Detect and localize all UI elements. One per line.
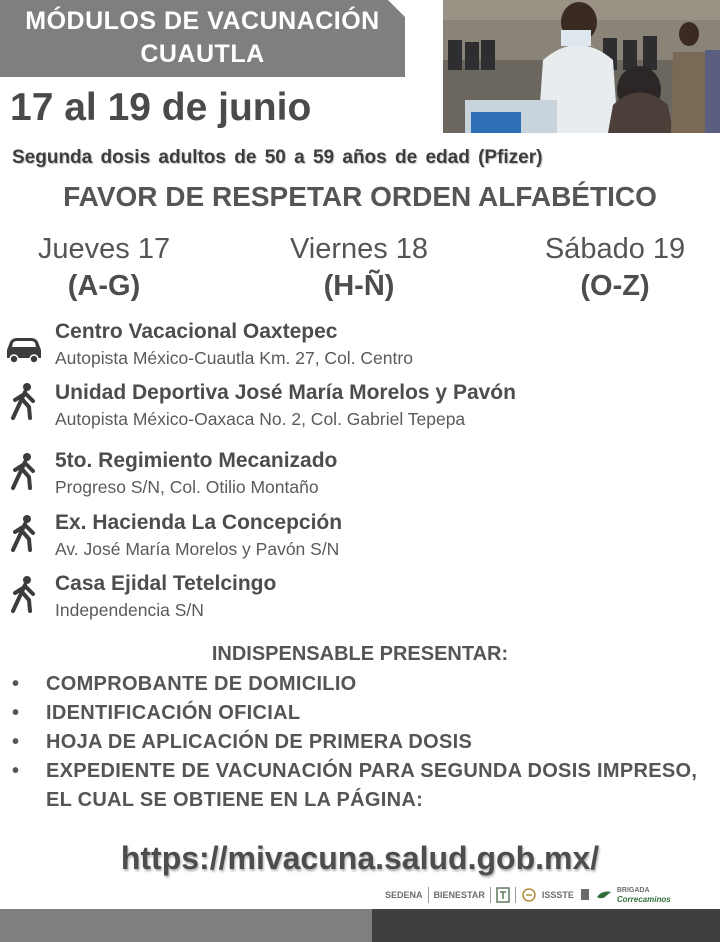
institution-logos [385, 883, 720, 907]
requirement-item [8, 670, 708, 699]
date-range-heading: 17 al 19 de junio [10, 86, 312, 129]
requirement-text: HOJA DE APLICACIÓN DE PRIMERA DOSIS [46, 731, 473, 753]
location-address: Av. José María Morelos y Pavón S/N [55, 539, 340, 559]
title-banner [0, 0, 405, 77]
bullet: • [12, 673, 20, 695]
bullet: • [12, 731, 20, 753]
requirement-text: IDENTIFICACIÓN OFICIAL [46, 702, 301, 724]
walking-person-icon [4, 513, 44, 553]
correcaminos-label: Correcaminos [616, 895, 671, 904]
car-icon [4, 326, 44, 366]
issste-emblem-icon [521, 887, 537, 903]
requirement-item [8, 757, 708, 815]
brigada-label: BRIGADA [616, 887, 650, 894]
day-letter-range: (O-Z) [580, 270, 650, 302]
registration-url: https://mivacuna.salud.gob.mx/ [120, 840, 600, 876]
dose-subtitle: Segunda dosis adultos de 50 a 59 años de edad (Pfizer) [12, 147, 543, 168]
location-address: Autopista México-Cuautla Km. 27, Col. Centro [55, 348, 413, 368]
location-name: Unidad Deportiva José María Morelos y Pavón [55, 381, 516, 404]
bienestar-logo: BIENESTAR [433, 890, 485, 900]
day-column-friday [239, 233, 479, 303]
vaccination-photo-illustration [443, 0, 720, 133]
day-letter-range: (A-G) [67, 270, 141, 302]
location-address: Progreso S/N, Col. Otilio Montaño [55, 477, 319, 497]
logo-divider [515, 887, 516, 903]
location-address: Independencia S/N [55, 600, 204, 620]
walking-person-icon [4, 381, 44, 421]
day-name: Jueves 17 [37, 233, 171, 265]
location-name: Ex. Hacienda La Concepción [55, 511, 343, 534]
logo-divider [490, 887, 491, 903]
footer-bar-left [0, 909, 372, 942]
day-letter-range: (H-Ñ) [323, 270, 395, 302]
brigada-correcaminos-logo [617, 886, 671, 904]
location-name: 5to. Regimiento Mecanizado [55, 449, 338, 472]
requirement-text: COMPROBANTE DE DOMICILIO [46, 673, 357, 695]
day-name: Viernes 18 [289, 233, 429, 265]
requirement-text: EXPEDIENTE DE VACUNACIÓN PARA SEGUNDA DOSIS IMPRESO, EL CUAL SE OBTIENE EN LA PÁGINA: [46, 760, 698, 811]
sedena-logo: SEDENA [385, 890, 423, 900]
day-name: Sábado 19 [544, 233, 686, 265]
walking-person-icon [4, 451, 44, 491]
alphabetical-order-notice: FAVOR DE RESPETAR ORDEN ALFABÉTICO [63, 181, 657, 212]
correcaminos-bird-icon [596, 888, 612, 902]
bullet: • [12, 760, 20, 782]
footer-bar-right [372, 909, 720, 942]
location-name: Centro Vacacional Oaxtepec [55, 320, 338, 343]
vaccination-photo [443, 0, 720, 133]
requirement-item [8, 728, 708, 757]
requirement-item [8, 699, 708, 728]
imss-emblem-icon [496, 887, 510, 903]
requirements-title: INDISPENSABLE PRESENTAR: [211, 643, 509, 665]
day-column-thursday [0, 233, 224, 303]
location-name: Casa Ejidal Tetelcingo [55, 572, 277, 595]
day-column-saturday [495, 233, 720, 303]
logo-divider [428, 887, 429, 903]
banner-title-line1: MÓDULOS DE VACUNACIÓN [25, 7, 380, 35]
issste-logo: ISSSTE [541, 890, 574, 900]
walking-person-icon [4, 574, 44, 614]
location-address: Autopista México-Oaxaca No. 2, Col. Gabriel Tepepa [55, 409, 466, 429]
banner-title-line2: CUAUTLA [140, 40, 265, 68]
state-emblem-icon [579, 887, 591, 903]
requirements-list [8, 670, 708, 815]
bullet: • [12, 702, 20, 724]
